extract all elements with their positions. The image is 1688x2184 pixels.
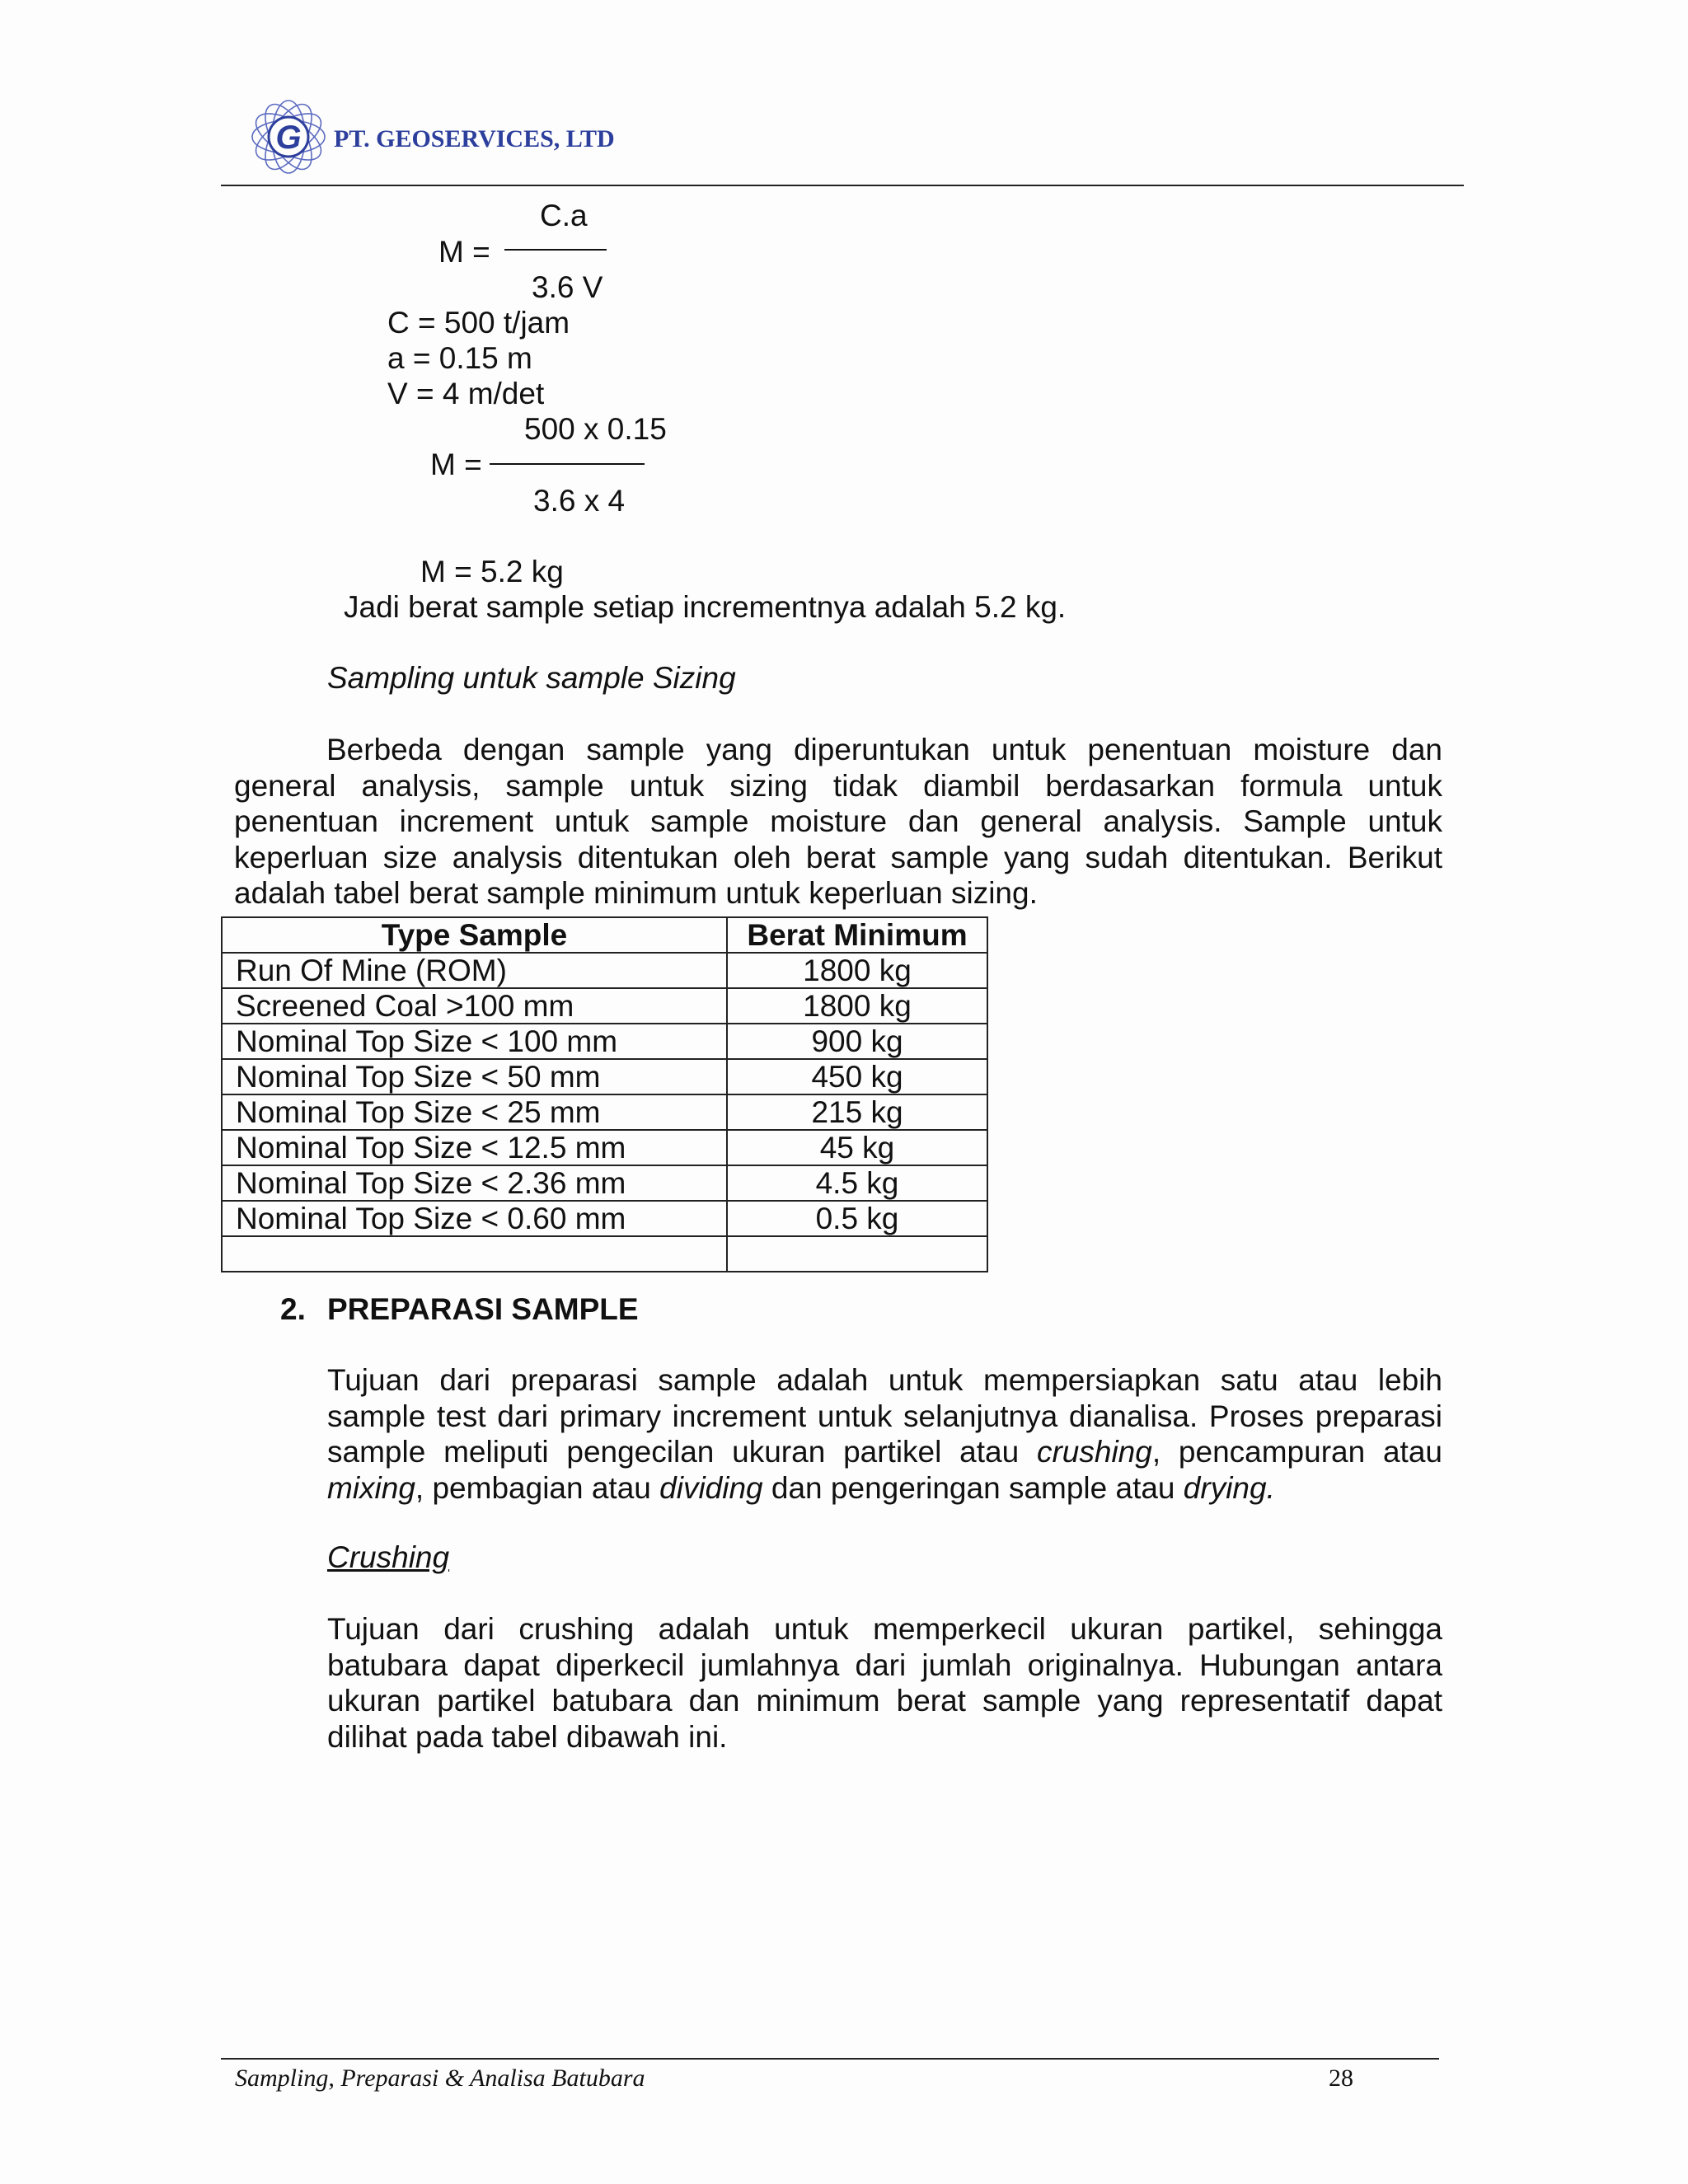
table-row — [222, 1094, 987, 1130]
table-cell-weight: 45 kg — [727, 1130, 987, 1165]
table-cell-type: Nominal Top Size < 50 mm — [222, 1059, 727, 1094]
table-cell-type: Nominal Top Size < 2.36 mm — [222, 1165, 727, 1201]
table-cell-weight: 0.5 kg — [727, 1201, 987, 1236]
crushing-paragraph-line: ukuran partikel batubara dan minimum berat sample yang representatif dapat — [327, 1684, 1442, 1718]
table-cell-type: Nominal Top Size < 100 mm — [222, 1024, 727, 1059]
table-cell-type: Nominal Top Size < 25 mm — [222, 1094, 727, 1130]
company-name: PT. GEOSERVICES, LTD — [334, 125, 615, 152]
section2-number: 2. — [280, 1292, 306, 1326]
table-cell-type: Run Of Mine (ROM) — [222, 953, 727, 988]
table-row — [222, 988, 987, 1024]
crushing-paragraph-line: batubara dapat diperkecil jumlahnya dari jumlah originalnya. Hubungan antara — [327, 1647, 1442, 1682]
sizing-paragraph — [234, 732, 1442, 912]
term-crushing: crushing — [1036, 1435, 1152, 1469]
table-cell-type: Screened Coal >100 mm — [222, 988, 727, 1024]
term-dividing: dividing — [659, 1470, 763, 1505]
crushing-paragraph — [327, 1611, 1442, 1755]
table-cell-weight: 4.5 kg — [727, 1165, 987, 1201]
crushing-heading: Crushing — [327, 1540, 450, 1574]
table-row — [222, 1201, 987, 1236]
variable-a: a = 0.15 m — [387, 341, 532, 375]
sizing-paragraph-line: general analysis, sample untuk sizing tidak diambil berdasarkan formula untuk — [234, 768, 1442, 803]
table-header-row — [222, 917, 987, 953]
crushing-paragraph-line: Tujuan dari crushing adalah untuk memperkecil ukuran partikel, sehingga — [327, 1612, 1442, 1646]
table-cell-type: Nominal Top Size < 0.60 mm — [222, 1201, 727, 1236]
formula1-fraction-bar — [504, 249, 607, 251]
conclusion-text: Jadi berat sample setiap incrementnya adalah 5.2 kg. — [344, 590, 1067, 624]
variable-v: V = 4 m/det — [387, 377, 545, 410]
formula1-denominator: 3.6 V — [532, 270, 603, 304]
company-logo — [247, 96, 330, 178]
variable-c: C = 500 t/jam — [387, 306, 570, 340]
preparasi-paragraph — [327, 1362, 1442, 1506]
table-cell-type: Nominal Top Size < 12.5 mm — [222, 1130, 727, 1165]
sizing-paragraph-line: Berbeda dengan sample yang diperuntukan untuk penentuan moisture dan — [326, 733, 1442, 766]
header-divider — [221, 185, 1464, 186]
table-cell-weight: 215 kg — [727, 1094, 987, 1130]
formula2-denominator: 3.6 x 4 — [533, 484, 626, 518]
formula-result: M = 5.2 kg — [420, 555, 564, 588]
sizing-heading: Sampling untuk sample Sizing — [327, 661, 736, 695]
table-row-empty — [222, 1236, 987, 1272]
table-cell-weight: 900 kg — [727, 1024, 987, 1059]
preparasi-paragraph-line: sample test dari primary increment untuk selanjutnya dianalisa. Proses preparasi — [327, 1399, 1442, 1433]
table-row — [222, 953, 987, 988]
table-header-type: Type Sample — [222, 917, 727, 953]
minimum-weight-table — [221, 916, 988, 1272]
crushing-paragraph-line: dilihat pada tabel dibawah ini. — [327, 1719, 728, 1754]
table-cell-weight — [727, 1236, 987, 1272]
table-cell-type — [222, 1236, 727, 1272]
formula1-numerator: C.a — [540, 199, 588, 232]
footer-title: Sampling, Preparasi & Analisa Batubara — [235, 2064, 645, 2092]
preparasi-paragraph-line: sample meliputi pengecilan ukuran partikel atau crushing, pencampuran atau — [327, 1435, 1442, 1469]
footer-divider — [221, 2058, 1439, 2060]
svg-text:G: G — [275, 120, 302, 156]
sizing-paragraph-line: penentuan increment untuk sample moisture dan general analysis. Sample untuk — [234, 804, 1442, 838]
table-row — [222, 1130, 987, 1165]
table-cell-weight: 1800 kg — [727, 953, 987, 988]
table-header-weight: Berat Minimum — [727, 917, 987, 953]
preparasi-paragraph-line: Tujuan dari preparasi sample adalah untuk mempersiapkan satu atau lebih — [327, 1363, 1442, 1397]
table-row — [222, 1165, 987, 1201]
section2-title: PREPARASI SAMPLE — [327, 1292, 639, 1326]
term-mixing: mixing — [327, 1470, 415, 1505]
page-number: 28 — [1329, 2064, 1353, 2092]
table-cell-weight: 450 kg — [727, 1059, 987, 1094]
formula2-fraction-bar — [490, 463, 645, 465]
formula1-lhs: M = — [438, 235, 490, 269]
term-drying: drying. — [1183, 1470, 1275, 1505]
formula2-lhs: M = — [430, 448, 482, 481]
table-cell-weight: 1800 kg — [727, 988, 987, 1024]
sizing-paragraph-line: adalah tabel berat sample minimum untuk keperluan sizing. — [234, 876, 1038, 910]
table-row — [222, 1059, 987, 1094]
table-row — [222, 1024, 987, 1059]
formula2-numerator: 500 x 0.15 — [524, 412, 667, 446]
preparasi-paragraph-line: mixing, pembagian atau dividing dan pengeringan sample atau drying. — [327, 1470, 1275, 1505]
sizing-paragraph-line: keperluan size analysis ditentukan oleh berat sample yang sudah ditentukan. Berikut — [234, 840, 1442, 874]
